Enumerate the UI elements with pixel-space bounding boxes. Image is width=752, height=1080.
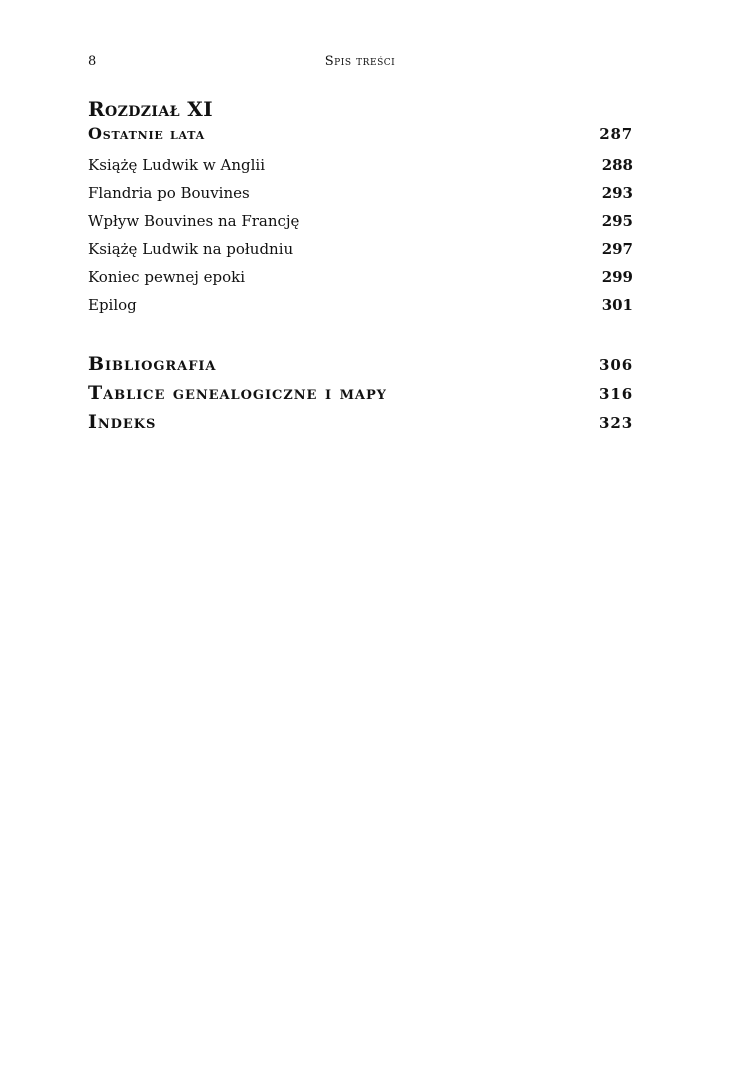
chapter-heading: Rozdział XI <box>88 97 213 121</box>
back-matter <box>88 350 633 437</box>
back-matter-label: Indeks <box>88 411 157 433</box>
toc-entry-page: 295 <box>601 212 633 230</box>
dot-leader <box>164 417 591 428</box>
back-matter-label: Tablice genealogiczne i mapy <box>88 382 387 404</box>
chapter-title-entry <box>88 120 633 148</box>
back-matter-page: 306 <box>599 356 634 374</box>
chapter-entries <box>88 151 633 319</box>
dot-leader <box>395 388 591 399</box>
toc-entry-label: Epilog <box>88 296 137 314</box>
page-header <box>88 54 632 74</box>
back-matter-entry <box>88 408 633 437</box>
chapter-title-page: 287 <box>599 125 633 143</box>
toc-entry-label: Książę Ludwik na południu <box>88 240 294 258</box>
toc-entry-page: 301 <box>601 296 633 314</box>
toc-entry <box>88 179 633 207</box>
toc-entry-page: 293 <box>601 184 633 202</box>
dot-leader <box>301 243 591 254</box>
toc-entry-label: Flandria po Bouvines <box>88 184 250 202</box>
toc-entry-page: 297 <box>601 240 633 258</box>
toc-entry <box>88 235 633 263</box>
dot-leader <box>258 187 591 198</box>
toc-entry <box>88 291 633 319</box>
back-matter-entry <box>88 379 633 408</box>
dot-leader <box>145 299 591 310</box>
dot-leader <box>253 271 591 282</box>
toc-entry <box>88 151 633 179</box>
toc-entry-page: 288 <box>601 156 633 174</box>
back-matter-label: Bibliografia <box>88 353 217 375</box>
table-of-contents <box>88 98 633 437</box>
dot-leader <box>307 215 591 226</box>
back-matter-entry <box>88 350 633 379</box>
toc-entry-label: Wpływ Bouvines na Francję <box>88 212 300 230</box>
toc-entry-label: Książę Ludwik w Anglii <box>88 156 266 174</box>
dot-leader <box>213 128 591 139</box>
back-matter-page: 316 <box>599 385 634 403</box>
back-matter-page: 323 <box>599 414 634 432</box>
toc-entry <box>88 207 633 235</box>
page-number: 8 <box>88 54 97 69</box>
toc-entry-label: Koniec pewnej epoki <box>88 268 246 286</box>
chapter-title: Ostatnie lata <box>88 124 205 143</box>
toc-entry-page: 299 <box>601 268 633 286</box>
toc-entry <box>88 263 633 291</box>
dot-leader <box>224 359 591 370</box>
running-title: Spis treści <box>324 54 396 69</box>
dot-leader <box>273 159 591 170</box>
